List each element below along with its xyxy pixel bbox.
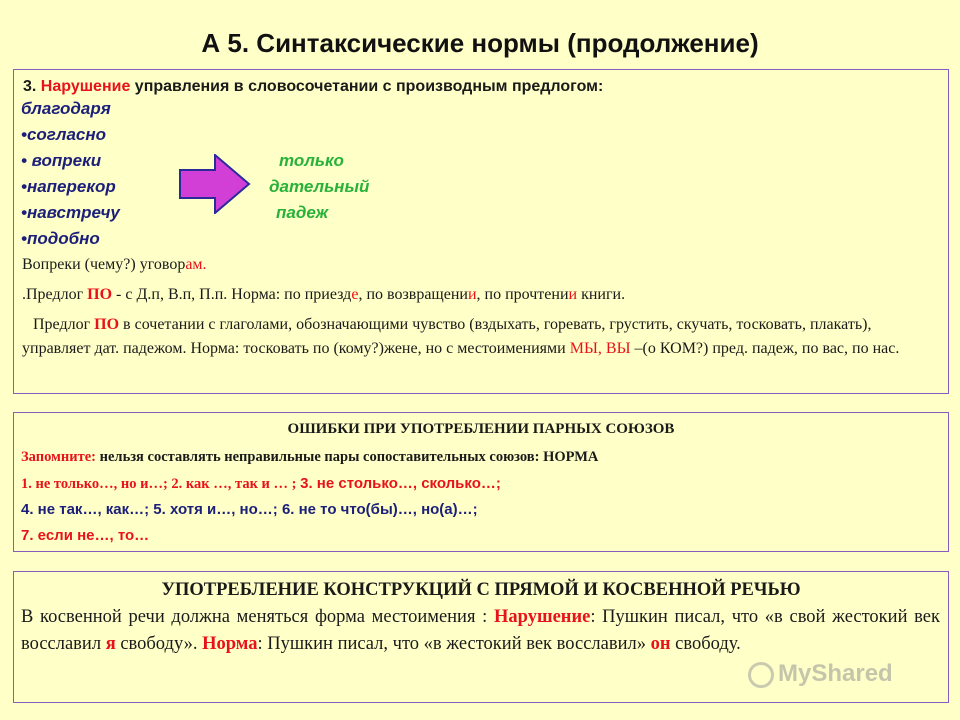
conjunction-line-2: 4. не так…, как…; 5. хотя и…, но…; 6. не то что(бы)…, но(а)…; (21, 501, 478, 518)
text: : Пушкин писал, что «в жестокий век восславил» (257, 634, 651, 654)
text: в сочетании с глаголами, обозначающими чувство (вздыхать, горевать, грустить, скучать, тосковать, плакать), управляет дат. падежом. Норма: тосковать по (кому?)жене, но с местоимениями (22, 316, 872, 357)
pronoun-highlight: я (105, 634, 116, 654)
preposition-item: •подобно (21, 229, 100, 248)
section2-title: ОШИБКИ ПРИ УПОТРЕБЛЕНИИ ПАРНЫХ СОЮЗОВ (287, 421, 675, 437)
preposition-item: •наперекор (21, 177, 116, 196)
text: книги. (577, 286, 626, 303)
text: свободу. (670, 634, 741, 654)
derived-prepositions-box (13, 69, 949, 394)
rule-word-case: падеж (276, 203, 329, 222)
remember-label: Запомните: (21, 449, 97, 465)
section1-heading (23, 78, 603, 96)
text: –(о КОМ?) пред. падеж, по вас, по нас. (630, 340, 900, 357)
speech-paragraph (21, 604, 940, 658)
violation-label: Нарушение (494, 607, 591, 627)
conjunction-line-3: 7. если не…, то… (21, 527, 150, 544)
paired-conjunctions-box (13, 412, 949, 552)
watermark: MyShared (778, 660, 893, 687)
heading-violation-word: Нарушение (40, 78, 131, 95)
watermark-logo-icon (748, 662, 774, 688)
right-arrow-icon (179, 154, 251, 214)
rule-word-dative: дательный (269, 177, 370, 196)
pronoun-highlight: он (650, 634, 671, 654)
preposition-item: •навстречу (21, 203, 120, 222)
example-ending: ам. (185, 256, 207, 273)
preposition-item: • вопреки (21, 151, 102, 170)
text: Предлог (33, 316, 95, 333)
text: В косвенной речи должна меняться форма местоимения : (21, 607, 495, 627)
ending-highlight: е (351, 286, 359, 303)
text: , по прочтени (476, 286, 569, 303)
conjunction-text: 3. не столько…, сколько…; (300, 475, 501, 492)
remember-line (21, 449, 598, 466)
heading-number: 3. (23, 78, 41, 95)
section3-title: УПОТРЕБЛЕНИЕ КОНСТРУКЦИЙ С ПРЯМОЙ И КОСВЕННОЙ РЕЧЬЮ (161, 580, 801, 600)
example-text: Вопреки (чему?) уговор (22, 256, 186, 273)
ending-highlight: и (568, 286, 578, 303)
preposition-item: •согласно (21, 125, 106, 144)
text: : Пушкин писал, что «в свой жестокий век восславил (21, 607, 941, 654)
example-line (22, 256, 207, 274)
po-highlight: ПО (94, 316, 120, 333)
text: , по возвращени (358, 286, 468, 303)
text: - с Д.п, В.п, П.п. Норма: по приезд (112, 286, 352, 303)
po-highlight: ПО (87, 286, 113, 303)
ending-highlight: и (467, 286, 477, 303)
preposition-item: благодаря (21, 99, 111, 118)
rule-word-only: только (279, 151, 344, 170)
conjunction-text: 1. не только…, но и…; 2. как …, так и … ; (21, 476, 301, 492)
conjunction-line-1 (21, 475, 501, 493)
norm-label: Норма (202, 634, 258, 654)
remember-text: нельзя составлять неправильные пары сопоставительных союзов: НОРМА (96, 449, 599, 465)
text: .Предлог (22, 286, 88, 303)
heading-text: управления в словосочетании с производным предлогом: (130, 78, 604, 95)
po-rule-line (22, 286, 625, 304)
po-verbs-paragraph (22, 313, 932, 361)
page-title: А 5. Синтаксические нормы (продолжение) (201, 28, 759, 58)
text: свободу». (115, 634, 203, 654)
pronoun-highlight: МЫ, ВЫ (569, 340, 631, 357)
